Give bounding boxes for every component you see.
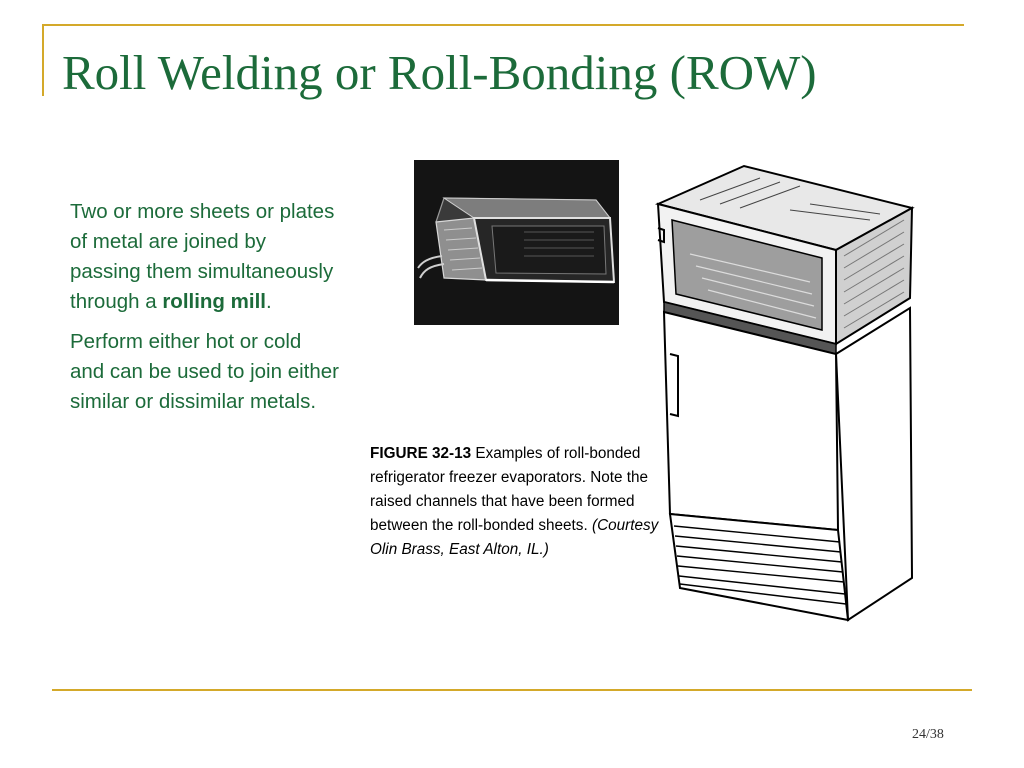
evaporator-photo bbox=[414, 160, 619, 325]
slide-title: Roll Welding or Roll-Bonding (ROW) bbox=[62, 45, 817, 100]
caption-text: Examples of roll-bonded refrigerator freezer evaporators. Note the raised channels that have been formed between the roll-bonded sheets. bbox=[370, 445, 649, 534]
figure-caption bbox=[370, 442, 660, 562]
bottom-rule bbox=[52, 689, 972, 691]
figure-label: FIGURE 32-13 bbox=[370, 445, 472, 462]
paragraph-rolling-mill bbox=[70, 197, 340, 317]
refrigerator-illustration bbox=[640, 158, 920, 628]
caption-credit: (Courtesy Olin Brass, East Alton, IL.) bbox=[370, 517, 659, 558]
top-rule bbox=[42, 24, 964, 26]
paragraph-1-end: . bbox=[265, 290, 272, 313]
paragraph-hot-cold: Perform either hot or cold and can be used to join either similar or dissimilar metals. bbox=[70, 330, 339, 413]
paragraph-1-text: Two or more sheets or plates of metal are joined by passing them simultaneously through a bbox=[70, 200, 335, 313]
page-number: 24/38 bbox=[912, 727, 944, 742]
body-text bbox=[70, 197, 340, 427]
left-rule bbox=[42, 24, 44, 96]
rolling-mill-term: rolling mill bbox=[162, 290, 266, 313]
